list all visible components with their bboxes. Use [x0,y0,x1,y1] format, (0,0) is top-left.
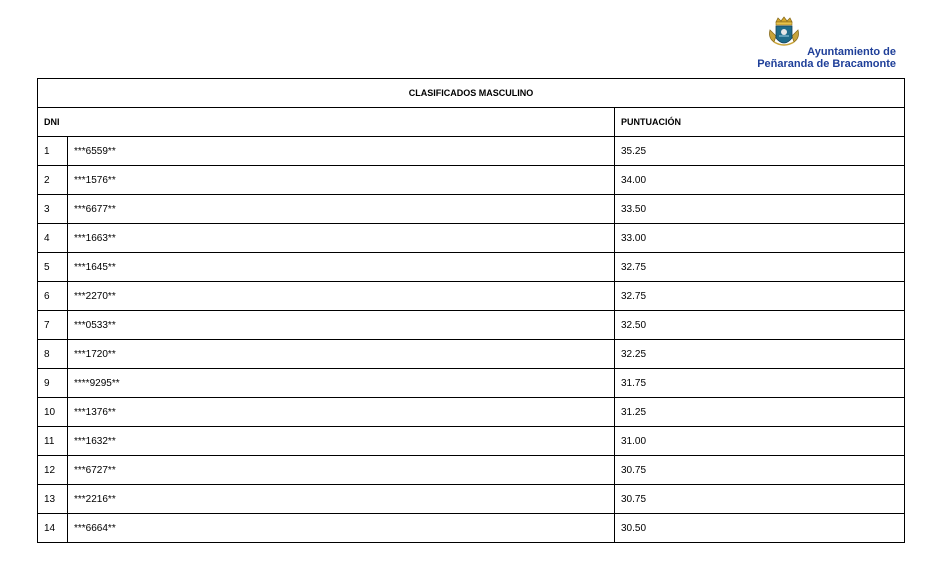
table-row [38,398,905,427]
table-row [38,311,905,340]
row-dni: ***1663** [68,224,615,253]
table-title-row [38,79,905,108]
row-number: 3 [38,195,68,224]
table-row [38,253,905,282]
table-row [38,427,905,456]
row-score: 35.25 [615,137,905,166]
row-number: 6 [38,282,68,311]
row-dni: ***1645** [68,253,615,282]
row-score: 33.50 [615,195,905,224]
row-number: 9 [38,369,68,398]
logo-text-line2: Peñaranda de Bracamonte [757,58,896,70]
coat-of-arms-icon [766,16,802,52]
table-row [38,195,905,224]
row-number: 5 [38,253,68,282]
table-row [38,137,905,166]
table-row [38,282,905,311]
row-score: 31.25 [615,398,905,427]
row-dni: ***2270** [68,282,615,311]
row-score: 30.75 [615,485,905,514]
row-number: 11 [38,427,68,456]
table-row [38,485,905,514]
row-number: 4 [38,224,68,253]
row-number: 12 [38,456,68,485]
table-row [38,166,905,195]
row-number: 1 [38,137,68,166]
row-dni: ***6559** [68,137,615,166]
row-dni: ***6727** [68,456,615,485]
row-dni: ****9295** [68,369,615,398]
row-dni: ***6677** [68,195,615,224]
table-title: CLASIFICADOS MASCULINO [38,79,905,108]
logo-text-line1: Ayuntamiento de [807,46,896,58]
row-dni: ***1576** [68,166,615,195]
row-number: 8 [38,340,68,369]
row-score: 34.00 [615,166,905,195]
row-dni: ***0533** [68,311,615,340]
table-row [38,340,905,369]
row-number: 13 [38,485,68,514]
row-dni: ***2216** [68,485,615,514]
table-row [38,456,905,485]
row-score: 32.25 [615,340,905,369]
row-dni: ***1632** [68,427,615,456]
table-row [38,369,905,398]
row-score: 31.00 [615,427,905,456]
row-score: 32.50 [615,311,905,340]
row-number: 10 [38,398,68,427]
table-row [38,514,905,543]
row-score: 32.75 [615,253,905,282]
row-score: 31.75 [615,369,905,398]
row-dni: ***1720** [68,340,615,369]
logo [757,14,902,74]
table-header-row [38,108,905,137]
row-score: 33.00 [615,224,905,253]
row-score: 30.50 [615,514,905,543]
row-score: 32.75 [615,282,905,311]
results-table [37,78,905,543]
row-score: 30.75 [615,456,905,485]
row-dni: ***1376** [68,398,615,427]
column-header-score: PUNTUACIÓN [615,108,905,137]
table-row [38,224,905,253]
row-number: 2 [38,166,68,195]
row-dni: ***6664** [68,514,615,543]
row-number: 14 [38,514,68,543]
column-header-dni: DNI [38,108,615,137]
row-number: 7 [38,311,68,340]
